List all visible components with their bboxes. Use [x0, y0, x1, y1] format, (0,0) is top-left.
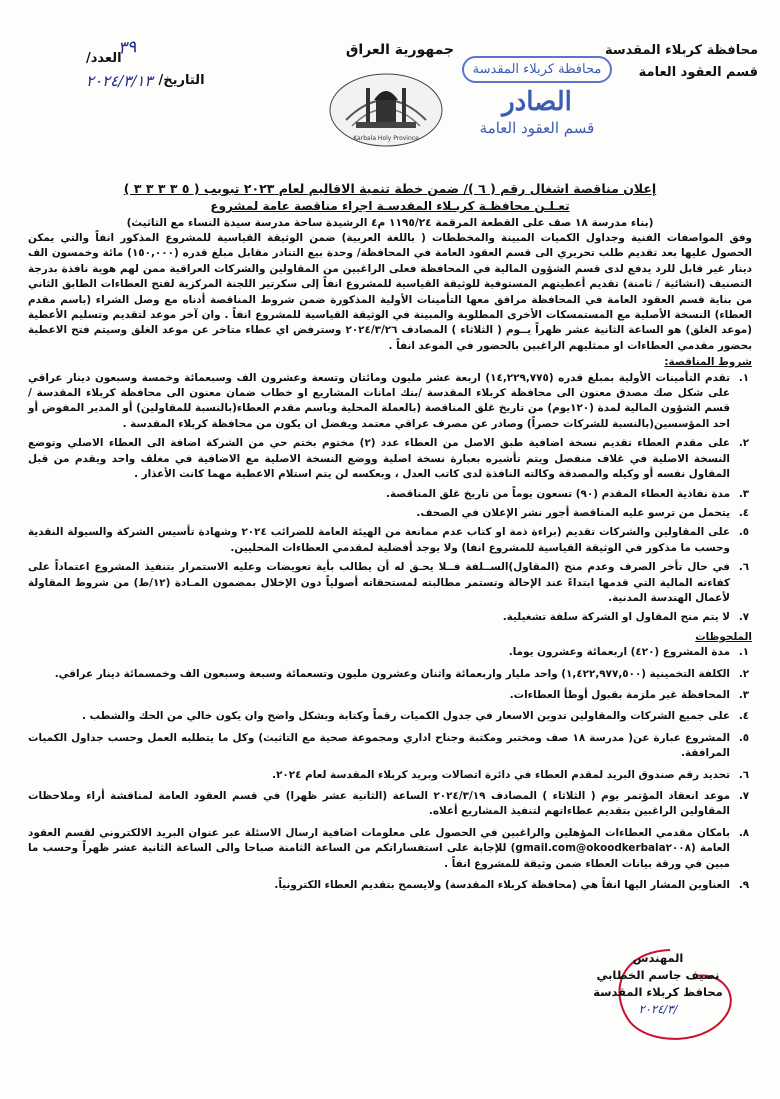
number-value: ٣٩: [117, 37, 138, 59]
tender-subtitle: تعـلـن محافظـة كربـلاء المقدسـة اجراء مناقصة عامة لمشروع: [210, 199, 570, 213]
list-item: ١. تقدم التأمينات الأولية بمبلغ قدره (١٤,٢٢٩,٧٧٥) اربعة عشر مليون ومائتان وتسعة وعشرون الف وسبعمائة وخمسة وسبعون دينار عراقي على شكل صك مصدق معنون الى محافظة كربلاء المقدسة /بنك امانات المشاريع او خطاب ضمان معنون الى محافظة كربلاء المقدسة / قسم الشؤون المالية لمدة (١٢٠يوم) من تاريخ غلق المناقصة (بالعملة المحلية وباسم مقدم العطاء(بالنسبة للمقاولين) أو المدير المفوض أو احد المؤسسين(بالنسبة للشركات حصراً) وصادر عن مصرف عراقي معتمد ويفضل ان يكون من محافظة كربلاء المقدسة .: [28, 371, 750, 430]
list-item: ٩. العناوين المشار اليها انفاً هي (محافظة كربلاء المقدسة) ولايسمح بتقديم العطاء الكترونياً.: [274, 879, 750, 892]
list-item: ٣. المحافظة غير ملزمة بقبول أوطأ العطاءات.: [509, 688, 750, 701]
list-item: ٣. مدة نفاذية العطاء المقدم (٩٠) تسعون يوماً من تاريخ غلق المناقصة.: [386, 487, 750, 500]
republic-title: جمهورية العراق: [345, 42, 455, 58]
number-row: [86, 48, 246, 70]
list-item: ٤. على جميع الشركات والمقاولين تدوين الاسعار في جدول الكميات رقماً وكتابة وبشكل واضح وان يكون خالي من الحك والشطب .: [82, 710, 750, 723]
project-name: (بناء مدرسة ١٨ صف على القطعة المرقمة ١١٩٥/٢٤ م٤ الرشيدة ساحة مدرسة سيدة النساء مع التاثيث): [126, 217, 654, 229]
conditions-list: [28, 371, 752, 626]
signatory-name: نصيف جاسم الخطابي: [596, 968, 720, 982]
reference-block: [86, 48, 246, 92]
signatory-role: محافظ كربلاء المقدسة: [593, 985, 723, 999]
signature-block: [568, 950, 748, 1018]
number-label: العدد/: [86, 51, 122, 66]
issuer-block: [588, 40, 758, 84]
list-item: ٧. لا يتم منح المقاول او الشركة سلفة تشغيلية.: [502, 611, 750, 624]
stamp-department: قسم العقود العامة: [479, 119, 595, 137]
outgoing-stamp: [462, 56, 612, 166]
intro-paragraph: [28, 231, 752, 354]
list-item: ٦. تحديد رقم صندوق البريد لمقدم العطاء في دائرة اتصالات وبريد كربلاء المقدسة لعام ٢٠٢٤.: [272, 768, 750, 781]
list-item: ١. مدة المشروع (٤٢٠) اربعمائة وعشرون يوما.: [508, 646, 750, 659]
notes-list: [28, 645, 752, 893]
stamp-word: الصادر: [502, 87, 572, 117]
list-item: ٦. في حال تأخر الصرف وعدم منح (المقاول)الســلفة فــلا يحـق له أن يطالب بأية تعويضات وعليه الاستمرار بتنفيذ المشروع اعتماداً على كفاءته المالية التي قدمها ابتداءً عند الإحالة وتستمر مطالبته لمستحقاته أصولياً دون الإخلال بمضمون المـادة (١٢/ط) من شروط المقاولة لأعمال الهندسة المدنية.: [28, 561, 750, 604]
date-row: [86, 70, 246, 92]
governorate-name: محافظة كربلاء المقدسة: [604, 43, 758, 58]
emblem-caption: Karbala Holy Province: [353, 135, 419, 142]
conditions-heading: شروط المناقصة:: [664, 356, 752, 369]
list-item: ٥. على المقاولين والشركات تقديم (براءة ذمة او كتاب عدم ممانعة من الهيئة العامة للضرائب ٢٠٢٤ وشهادة تأسيس الشركة والسيولة النقدية وحسب ما مذكور في الوثيقة القياسية للمشروع انفا) ولا يوجد أفضلية لمقدمي العطاءات المحليين.: [28, 526, 750, 554]
list-item: ٥. المشروع عبارة عن( مدرسة ١٨ صف ومختبر ومكتبة وجناح اداري ومجموعة صحية مع التاثيث) وكل ما يتطلبه العمل وحسب جداول الكميات المرافقة.: [28, 731, 750, 760]
signature-date: ٢٠٢٤/٣/: [638, 1002, 678, 1016]
department-name: قسم العقود العامة: [638, 65, 758, 80]
notes-heading: الملحوظات: [695, 630, 752, 643]
list-item: ٢. على مقدم العطاء تقديم نسخة اضافية طبق الاصل من العطاء عدد (٢) مختوم بختم حي من الشركة اضافة الى العطاء الاصلي وتوضع النسخة الاصلية في غلاف منفصل ويتم تأشيره بعبارة نسخة اصلية ووضع النسخة الاصلية مع الاضافية في مغلف واحد ويقدم من قبل المقاول نفسه أو وكيله والمصدقة وكالته النافذة لدى كاتب العدل ، وبعكسه لن يتم استلام الاعطية مهما كانت الأعذار .: [28, 437, 750, 481]
announcement-body: [28, 180, 752, 899]
signatory-title: المهندس: [632, 951, 684, 965]
stamp-governorate: محافظة كربلاء المقدسة: [462, 56, 612, 83]
date-value: ٢٠٢٤/٣/١٣: [86, 72, 153, 90]
list-item: ٢. الكلفة التخمينية (١,٤٢٢,٩٧٧,٥٠٠) واحد مليار واربعمائة واثنان وعشرون مليون وتسعمائة وسبعة وسبعون الف وخمسمائة دينار عراقي.: [54, 667, 750, 680]
list-item: ٨. بامكان مقدمي العطاءات المؤهلين والراغبين في الحصول على معلومات اضافية ارسال الاسئلة عبر عنوان البريد الالكتروني لقسم العقود العامة (okoodkerbala٢٠٠٨@gmail.com) للإجابة على استفساراتكم من الساعة الثامنة صباحا والى الساعة الثانية عشر ظهراً وحسب ما مبين في ورقة بيانات العطاء ضمن وثيقة للمشروع انفاً .: [28, 826, 750, 870]
tender-title: إعلان مناقصة اشغال رقم ( ٦ )/ ضمن خطة تنمية الاقاليم لعام ٢٠٢٣ تبويب ( ٥ ٣ ٣ ٣ ٣ ): [123, 181, 657, 196]
date-label: التاريخ/: [158, 73, 205, 88]
list-item: ٧. موعد انعقاد المؤتمر يوم ( الثلاثاء ) المصادف ٢٠٢٤/٣/١٩ الساعة (الثانية عشر ظهرا) في قسم العقود العامة لمناقشة أراء وملاحظات المقاولين الراغبين بتقديم عطاءاتهم لتنفيذ المشاريع أعلاه.: [28, 790, 750, 818]
list-item: ٤. يتحمل من ترسو عليه المناقصة أجور نشر الإعلان في الصحف.: [416, 506, 750, 519]
shrine-emblem-icon: [326, 70, 446, 158]
intro-text: وفق المواصفات الفنية وجداول الكميات المبينة والمخططات ( باللغة العربية) ضمن الوثيقة القياسية للمشروع المذكور انفاً والتي يمكن الحصول عليها بعد تقديم طلب تحريري الى قسم العقود العامة في المحافظة/ وحدة بيع التنادر مقابل مبلغ قدره (١٥٠,٠٠٠) مائة وخمسون الف دينار غير قابل للرد يدفع لدى قسم الشؤون المالية في المحافظة فعلى الراغبين من المقاولين والشركات العراقية ممن لهم هوية نافذة بدرجة التصنيف (انشائية / ثامنة) تقديم أعطيتهم المستوفية للوثيقة القياسية للمشروع انفاً إلى سكرتير اللجنة المركزية لفتح العطاءات الطابق الثاني من بناية قسم العقود العامة في المحافظة مرافق معها التأمينات الأولية المذكورة ضمن شروط المناقصة أدناه مع وصل الشراء (باسم مقدم العطاء) النسخة الأصلية مع المستمسكات الأخرى المطلوبة والمبينة في الوثيقة القياسية للمشروع انفاً . وان آخر موعد لتقديم وتسليم الأعطية (موعد الغلق) هو الساعة الثانية عشر ظهراً يــوم ( الثلاثاء ) المصادف ٢٠٢٤/٣/٢٦ وسترفض اي عطاء متاخر عن موعد الغلق وسيتم فتح الاعطية بحضور مقدمي العطاءات او ممثليهم الراغبين بالحضور في الموعد انفاً .: [28, 232, 752, 352]
